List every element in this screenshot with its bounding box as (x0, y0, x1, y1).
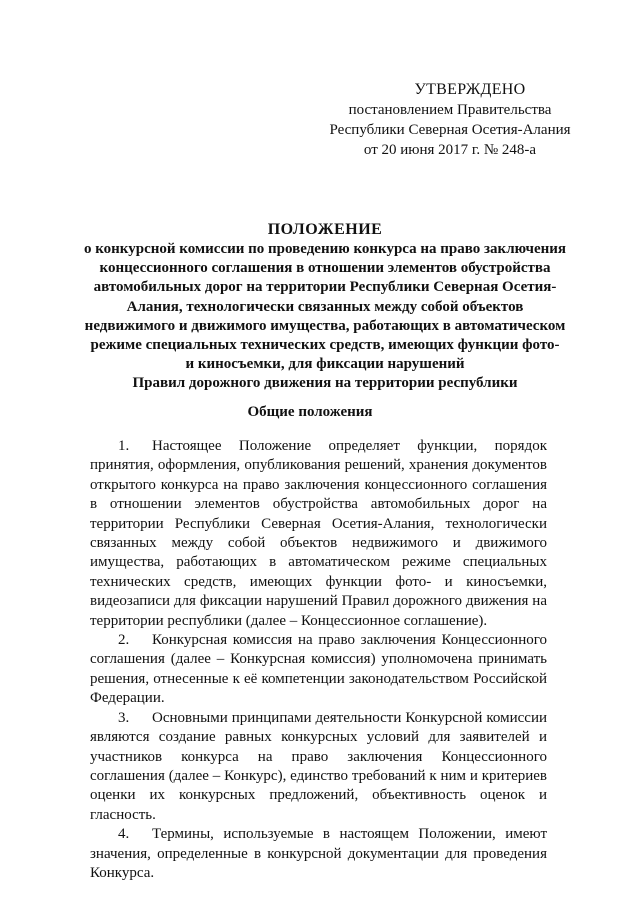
title-line: недвижимого и движимого имущества, работающих в автоматическом (84, 317, 566, 334)
paragraph-number: 2. (118, 632, 130, 649)
paragraph-text: Конкурсная комиссия на право заключения Концессионного соглашения (далее – Конкурсная комиссия) уполномочена принимать решения, отнесенные к её компетенции законодательством Российской Федерации. (90, 632, 547, 707)
paragraph-text: Термины, используемые в настоящем Положении, имеют значения, определенные в конкурсной документации для проведения Конкурса. (90, 826, 547, 881)
approval-stamp (300, 80, 600, 160)
paragraph-text: Настоящее Положение определяет функции, порядок принятия, оформления, опубликования решений, хранения документов открытого конкурса на право заключения концессионного соглашения в отношении элементов обустройства автомобильных дорог на территории Республики Северная Осетия-Алания, технологически связанных между собой объектов недвижимого и движимого имущества, работающих в автоматическом режиме специальных технических средств, имеющих функции фото- и киносъемки, видеозаписи для фиксации нарушений Правил дорожного движения на территории республики (далее – Концессионное соглашение). (90, 438, 547, 629)
paragraph-number: 4. (118, 826, 130, 843)
title-line: автомобильных дорог на территории Республики Северная Осетия- (93, 279, 557, 296)
title-main: ПОЛОЖЕНИЕ (267, 221, 383, 238)
title-line: режиме специальных технических средств, имеющих функции фото- (90, 337, 560, 354)
approval-line-1: постановлением Правительства (348, 102, 552, 118)
paragraph-text: Основными принципами деятельности Конкурсной комиссии являются создание равных конкурсных условий для заявителей и участников конкурса на право заключения Концессионного соглашения (далее – Конкурс), единство требований к ним и критериев оценки их конкурсных предложений, объективность оценок и гласность. (90, 709, 547, 823)
paragraph-number: 3. (118, 709, 130, 726)
title-line: концессионного соглашения в отношении элементов обустройства (99, 260, 551, 277)
paragraph-number: 1. (118, 438, 130, 454)
title-line: о конкурсной комиссии по проведению конкурса на право заключения (83, 241, 567, 257)
document-body (90, 437, 547, 883)
title-line: Алания, технологически связанных между собой объектов (126, 298, 524, 315)
title-line: Правил дорожного движения на территории республики (132, 375, 518, 392)
approval-line-2: Республики Северная Осетия-Алания (329, 122, 571, 138)
paragraph (90, 709, 547, 825)
paragraph (90, 631, 547, 709)
paragraph (90, 437, 547, 631)
paragraph (90, 825, 547, 883)
approval-heading: УТВЕРЖДЕНО (414, 81, 526, 98)
approval-line-3: от 20 июня 2017 г. № 248-а (363, 142, 537, 158)
document-title (55, 220, 595, 394)
section-heading: Общие положения (247, 404, 373, 420)
title-line: и киносъемки, для фиксации нарушений (185, 356, 465, 373)
